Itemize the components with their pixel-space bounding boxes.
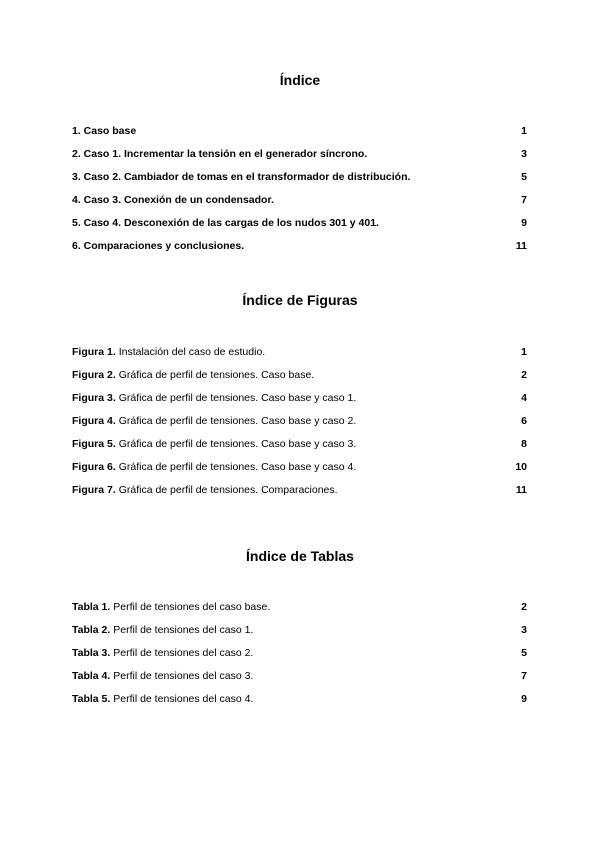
figure-entry[interactable] (72, 483, 527, 506)
figure-label: Figura 6. (72, 461, 116, 473)
figure-caption: Instalación del caso de estudio. (118, 346, 266, 358)
index-entry-text: 2. Caso 1. Incrementar la tensión en el generador síncrono. (72, 148, 368, 160)
index-entry[interactable] (72, 216, 527, 239)
table-entry[interactable] (72, 600, 527, 623)
figure-label: Figura 3. (72, 392, 116, 404)
figure-entry[interactable] (72, 460, 527, 483)
index-entry[interactable] (72, 147, 527, 170)
figure-page: 10 (515, 461, 527, 473)
index-title: Índice (279, 72, 321, 88)
index-entry-page: 5 (521, 171, 527, 183)
figure-caption: Gráfica de perfil de tensiones. Caso base y caso 2. (118, 415, 357, 427)
figure-entry[interactable] (72, 437, 527, 460)
figure-entry[interactable] (72, 345, 527, 368)
tables-list (72, 600, 527, 715)
figure-page: 2 (521, 369, 527, 381)
index-entry-text: 4. Caso 3. Conexión de un condensador. (72, 194, 274, 206)
table-entry[interactable] (72, 646, 527, 669)
table-entry[interactable] (72, 623, 527, 646)
figure-caption: Gráfica de perfil de tensiones. Caso base y caso 1. (118, 392, 357, 404)
figure-caption: Gráfica de perfil de tensiones. Caso base y caso 3. (118, 438, 357, 450)
table-label: Tabla 1. (72, 601, 111, 613)
table-caption: Perfil de tensiones del caso base. (113, 601, 271, 613)
table-page: 3 (521, 624, 527, 636)
figure-label: Figura 2. (72, 369, 116, 381)
index-entry-page: 9 (521, 217, 527, 229)
index-entry[interactable] (72, 193, 527, 216)
index-entry[interactable] (72, 239, 527, 262)
figure-caption: Gráfica de perfil de tensiones. Caso base y caso 4. (118, 461, 357, 473)
figures-title: Índice de Figuras (242, 292, 358, 308)
index-entry[interactable] (72, 170, 527, 193)
table-page: 2 (521, 601, 527, 613)
table-entry[interactable] (72, 692, 527, 715)
table-label: Tabla 2. (72, 624, 111, 636)
figure-label: Figura 7. (72, 484, 116, 496)
table-label: Tabla 5. (72, 693, 111, 705)
index-entry-page: 7 (521, 194, 527, 206)
table-label: Tabla 4. (72, 670, 111, 682)
table-label: Tabla 3. (72, 647, 111, 659)
figures-list (72, 345, 527, 506)
table-caption: Perfil de tensiones del caso 3. (113, 670, 254, 682)
index-entry-page: 1 (521, 125, 527, 137)
figure-page: 8 (521, 438, 527, 450)
index-entry[interactable] (72, 124, 527, 147)
index-entry-text: 1. Caso base (72, 125, 137, 137)
index-entry-text: 3. Caso 2. Cambiador de tomas en el transformador de distribución. (72, 171, 411, 183)
index-entry-text: 6. Comparaciones y conclusiones. (72, 240, 245, 252)
figure-caption: Gráfica de perfil de tensiones. Caso base. (118, 369, 315, 381)
index-entry-page: 11 (515, 240, 527, 252)
figure-label: Figura 4. (72, 415, 116, 427)
figure-page: 6 (521, 415, 527, 427)
figure-page: 4 (521, 392, 527, 404)
table-caption: Perfil de tensiones del caso 4. (113, 693, 254, 705)
figure-caption: Gráfica de perfil de tensiones. Comparaciones. (118, 484, 338, 496)
figure-entry[interactable] (72, 414, 527, 437)
index-entry-page: 3 (521, 148, 527, 160)
table-page: 9 (521, 693, 527, 705)
figure-entry[interactable] (72, 368, 527, 391)
tables-title: Índice de Tablas (246, 548, 354, 564)
figure-label: Figura 5. (72, 438, 116, 450)
figure-page: 1 (521, 346, 527, 358)
index-list (72, 124, 527, 262)
figure-page: 11 (515, 484, 527, 496)
index-entry-text: 5. Caso 4. Desconexión de las cargas de los nudos 301 y 401. (72, 217, 379, 229)
table-page: 7 (521, 670, 527, 682)
table-caption: Perfil de tensiones del caso 1. (113, 624, 254, 636)
table-page: 5 (521, 647, 527, 659)
table-caption: Perfil de tensiones del caso 2. (113, 647, 254, 659)
figure-label: Figura 1. (72, 346, 116, 358)
figure-entry[interactable] (72, 391, 527, 414)
table-entry[interactable] (72, 669, 527, 692)
